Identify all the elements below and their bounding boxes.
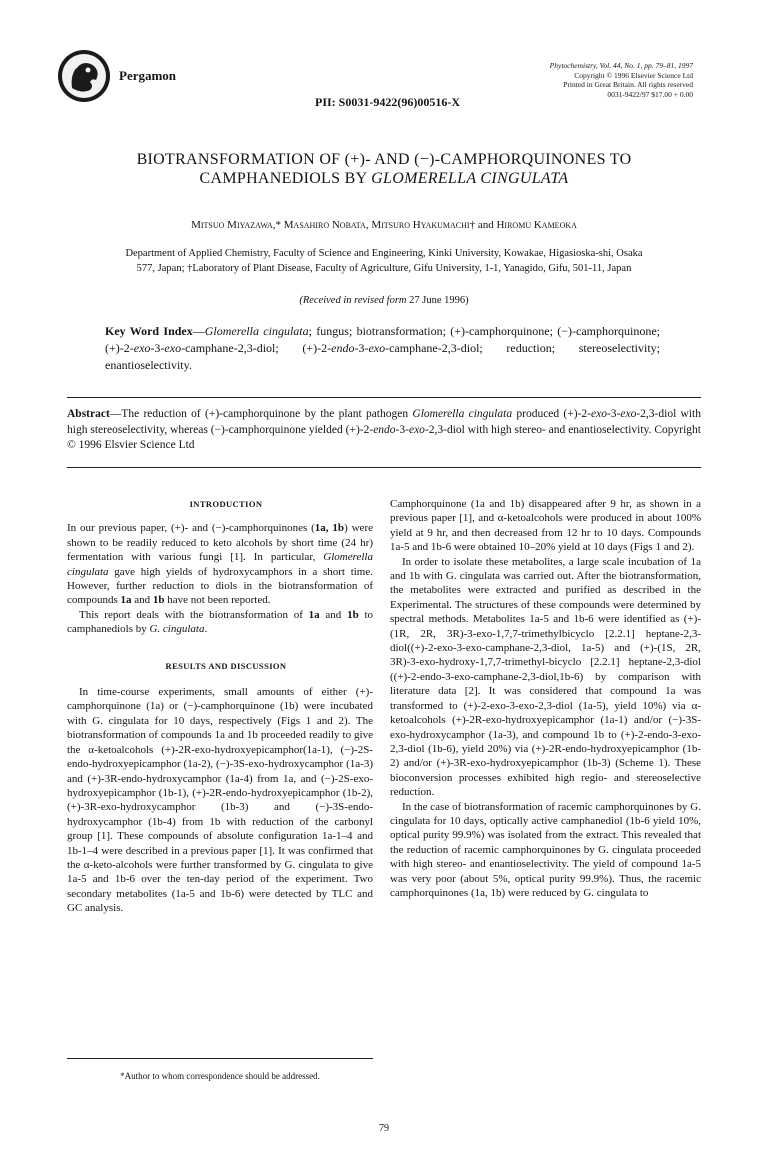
journal-line: Copyright © 1996 Elsevier Science Ltd xyxy=(574,70,693,80)
intro-text: to camphanediols by xyxy=(67,608,373,636)
keyword-text: endo xyxy=(331,341,355,355)
footnote-rule xyxy=(67,1058,373,1059)
author: Masahiro Nobata, xyxy=(283,219,369,231)
keyword-text: ; fungus; biotransformation; (+)-camphorquinone; (−)-camphorquinone; (+)-2- xyxy=(105,324,660,355)
intro-text: and xyxy=(319,608,348,621)
abstract-text: -2,3-diol with high stereo- and enantioselectivity. Copyright © 1996 Elsvier Science Ltd xyxy=(67,423,701,451)
left-column xyxy=(67,497,373,916)
intro-text: 1a, 1b xyxy=(314,522,345,535)
author: Mitsuo Miyazawa,* xyxy=(191,219,282,231)
intro-text: ) were shown to be readily reduced to keto alcohols by short time (24 hr) fermentation with various fungi [1]. In particular, xyxy=(67,522,373,564)
received-prefix: (Received in revised form xyxy=(299,295,407,306)
keyword-index xyxy=(105,323,660,374)
title-text: CAMPHANEDIOLS BY xyxy=(199,170,372,187)
intro-text: In our previous paper, (+)- and (−)-camphorquinones ( xyxy=(67,522,315,535)
author: Hiromu Kameoka xyxy=(496,219,577,231)
intro-text: . xyxy=(204,623,208,636)
received-date xyxy=(40,295,728,306)
section-heading-results: RESULTS AND DISCUSSION xyxy=(165,660,287,671)
abstract-text: exo xyxy=(408,423,425,436)
abstract-text: exo xyxy=(590,408,607,420)
divider xyxy=(67,397,701,398)
pii-identifier: PII: S0031-9422(96)00516-X xyxy=(315,95,460,109)
section-heading-introduction: INTRODUCTION xyxy=(189,499,263,509)
keyword-text: exo xyxy=(133,341,151,355)
affiliation xyxy=(68,246,700,276)
intro-text: G. cingulata xyxy=(149,623,205,636)
footnote: *Author to whom correspondence should be addressed. xyxy=(120,1071,320,1081)
keyword-text: -3- xyxy=(354,341,369,355)
abstract-text: -3- xyxy=(606,408,621,420)
keyword-text: exo xyxy=(368,341,386,355)
author: Mitsuro Hyakumachi† xyxy=(371,219,476,231)
intro-text: gave high yields of hydroxycamphors in a short time. However, further reduction to diols in the biotransformation of compounds xyxy=(67,565,373,607)
abstract-text: exo xyxy=(620,408,637,420)
abstract-text: endo xyxy=(373,423,396,436)
results-paragraph: In the case of biotransformation of racemic camphorquinones by G. cingulata for 10 days, optically active camphanediol (1b-6 yield 10%, optical purity 99.9%) was isolated from the extract. This revealed that the reduction of racemic camphorquinones by G. cingulata proceeded with high stereo- and enantioselectivity. The yield of compound 1a-5 was very poor (about 5%, optical purity 99.9%). Thus, the racemic camphorquinones (1a, 1b) were reduced by G. cingulata to xyxy=(390,800,701,899)
intro-paragraph xyxy=(67,608,373,637)
author-conjunction: and xyxy=(477,219,494,231)
abstract-text: Glomerella cingulata xyxy=(412,408,513,420)
publisher-name: Pergamon xyxy=(119,68,177,83)
intro-text: Glomerella cingulata xyxy=(67,551,373,578)
results-paragraph: In order to isolate these metabolites, a large scale incubation of 1a and 1b with G. cingulata was carried out. After the biotransformation, the metabolites were extracted and purified as described in the Experimental. The structures of these compounds were determined by spectral methods. Metabolites 1a-5 and 1b-6 were identified as (+)-(1R, 2R, 3R)-3-exo-1,7,7-trimethylbicyclo [2.2.1] heptane-2,3-diol((+)-2-exo-3-exo-camphane-2,3-diol, 1a-5) and (+)-(1S, 2R, 3R)-3-exo-hydroxy-1,7,7-trimethyl-bicyclo [2.2.1] heptane-2,3-diol ((+)-2-endo-3-exo-camphane-2,3-diol,1b-6) by comparison with literature data [2]. It was considered that compound 1a was transformed to (+)-2-exo-3-exo-2,3-diol (1a-5), yield 10%) via α-ketoalcohols (+)-2R-exo-hydroxyepicamphor (1a-1) and/or (−)-3S-exo-hydroxycamphor (1a-3), and compound 1b to (+)-2-endo-3-exo-2,3-diol (1b-6), yield 20%) via (+)-2R-endo-hydroxyepicamphor (1b-2) and/or (+)-3R-exo-hydroxyepicamphor (1b-3) (Scheme 1). These bioconversion processes exhibited high regio- and stereoselective reduction. xyxy=(390,555,701,799)
intro-text: 1b xyxy=(152,594,165,607)
keyword-text: -3- xyxy=(150,341,165,355)
keyword-text: exo xyxy=(164,341,182,355)
page-number: 79 xyxy=(379,1123,389,1134)
abstract-text: —The reduction of (+)-camphorquinone by the plant pathogen xyxy=(109,408,413,420)
title-line-2 xyxy=(40,169,728,188)
title-line-1: BIOTRANSFORMATION OF (+)- AND (−)-CAMPHORQUINONES TO xyxy=(136,151,632,168)
keyword-text: -camphane-2,3-diol; reduction; stereoselectivity; enantioselectivity. xyxy=(105,341,660,372)
journal-line: Printed in Great Britain. All rights reserved xyxy=(563,80,693,89)
abstract xyxy=(67,407,701,454)
journal-line: Phytochemistry, Vol. 44, No. 1, pp. 79–81, 1997 xyxy=(549,61,693,70)
article-title xyxy=(40,150,728,188)
results-paragraph: Camphorquinone (1a and 1b) disappeared after 9 hr, as shown in a previous paper [1], and α-ketoalcohols were produced in about 100% yield at 9 hr, and then decreased from 12 hr to 10 days. Compounds 1a-5 and 1b-6 were obtained 10–20% yield at 10 days (Figs 1 and 2). xyxy=(390,498,701,554)
title-species: GLOMERELLA CINGULATA xyxy=(371,170,569,187)
abstract-text: -3- xyxy=(395,423,409,436)
results-paragraph: In time-course experiments, small amounts of either (+)-camphorquinone (1a) or (−)-camphorquinone (1b) were incubated with G. cingulata for 10 days, respectively (Figs 1 and 2). The biotransformation of compounds 1a and 1b proceeded readily to give the α-ketoalcohols (+)-2R-exo-hydroxyepicamphor(1a-1), (−)-2S-endo-hydroxyepicamphor (1a-2), (−)-3S-exo-hydroxycamphor (1a-3) and (+)-3R-endo-hydroxycamphor (1a-4) from 1a, and (−)-2S-exo-hydroxyepicamphor (1b-1), (+)-2R-endo-hydroxyepicamphor (1b-2), (+)-3R-exo-hydroxycamphor (1b-3) and (−)-3S-endo-hydroxycamphor (1b-4) from 1b with reduction of the carbonyl group [1]. These compounds of absolute configuration 1a-1–4 and 1b-1–4 were described in a previous paper [1]. It was confirmed that the α-keto-alcohols were further transformed by G. cingulata to give 1a-5 and 1b-6 over the ten-day period of the experiment. Two secondary metabolites (1a-5 and 1b-6) were detected by TLC and GC analysis. xyxy=(67,686,373,915)
keyword-text: -camphane-2,3-diol; (+)-2- xyxy=(181,341,332,355)
intro-paragraph xyxy=(67,521,373,607)
intro-text: have not been reported. xyxy=(164,594,271,607)
abstract-text: produced (+)-2- xyxy=(512,408,591,420)
intro-text: 1a xyxy=(120,594,132,607)
publisher-logo-icon xyxy=(56,48,112,104)
intro-text: 1b xyxy=(347,608,359,621)
affiliation-line: 577, Japan; †Laboratory of Plant Disease, Faculty of Agriculture, Gifu University, 1-1, Yanagido, Gifu, 501-11, Japan xyxy=(136,263,632,274)
keyword-dash: — xyxy=(192,324,205,338)
author-list xyxy=(40,219,728,231)
journal-line: 0031-9422/97 $17.00 + 0.00 xyxy=(607,89,693,99)
intro-text: and xyxy=(131,594,153,607)
journal-citation xyxy=(363,61,693,99)
intro-text: 1a xyxy=(308,608,320,621)
divider xyxy=(67,467,701,468)
affiliation-line: Department of Applied Chemistry, Faculty of Science and Engineering, Kinki University, Kowakae, Higasioska-shi, Osaka xyxy=(125,248,643,259)
abstract-label: Abstract xyxy=(67,408,110,420)
keyword-text: Glomerella cingulata xyxy=(204,324,309,338)
keyword-label: Key Word Index xyxy=(105,324,193,338)
received-value: 27 June 1996) xyxy=(409,295,469,306)
intro-text: This report deals with the biotransformation of xyxy=(79,608,309,621)
abstract-text: -2,3-diol with high stereoselectivity, whereas (−)-camphorquinone yielded (+)-2- xyxy=(67,408,701,436)
right-column xyxy=(390,497,701,900)
